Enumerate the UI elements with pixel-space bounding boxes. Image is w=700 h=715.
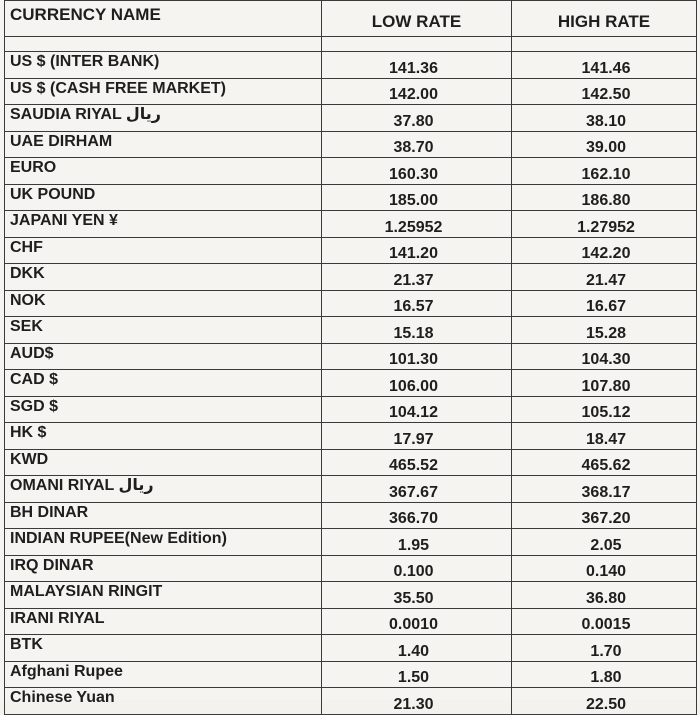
table-row [5, 105, 697, 132]
table-row [5, 476, 697, 503]
high-rate-cell: 1.80 [512, 661, 697, 688]
table-row [5, 608, 697, 635]
low-rate-cell: 0.0010 [322, 608, 512, 635]
currency-name-cell: INDIAN RUPEE(New Edition) [5, 529, 322, 556]
high-rate-cell: 0.0015 [512, 608, 697, 635]
currency-name-cell: US $ (INTER BANK) [5, 52, 322, 79]
table-row [5, 317, 697, 344]
currency-name-cell: KWD [5, 449, 322, 476]
currency-name-cell: Afghani Rupee [5, 661, 322, 688]
table-row [5, 502, 697, 529]
low-rate-cell: 185.00 [322, 184, 512, 211]
low-rate-cell: 1.95 [322, 529, 512, 556]
table-row [5, 211, 697, 238]
high-rate-cell: 186.80 [512, 184, 697, 211]
currency-name-cell: SAUDIA RIYAL ریال [5, 105, 322, 132]
high-rate-cell: 21.47 [512, 264, 697, 291]
high-rate-cell: 16.67 [512, 290, 697, 317]
table-row [5, 449, 697, 476]
header-spacer-row [5, 37, 697, 52]
header-high-rate: HIGH RATE [512, 1, 697, 37]
table-row [5, 582, 697, 609]
table-row [5, 184, 697, 211]
currency-name-cell: IRQ DINAR [5, 555, 322, 582]
currency-name-cell: Chinese Yuan [5, 688, 322, 715]
rate-table-body [5, 52, 697, 715]
table-row [5, 158, 697, 185]
high-rate-cell: 162.10 [512, 158, 697, 185]
table-row [5, 635, 697, 662]
low-rate-cell: 1.40 [322, 635, 512, 662]
table-row [5, 52, 697, 79]
low-rate-cell: 38.70 [322, 131, 512, 158]
table-row [5, 370, 697, 397]
low-rate-cell: 17.97 [322, 423, 512, 450]
high-rate-cell: 104.30 [512, 343, 697, 370]
low-rate-cell: 104.12 [322, 396, 512, 423]
currency-name-cell: UAE DIRHAM [5, 131, 322, 158]
header-currency-name: CURRENCY NAME [5, 1, 322, 37]
currency-name-cell: JAPANI YEN ¥ [5, 211, 322, 238]
currency-name-cell: UK POUND [5, 184, 322, 211]
low-rate-cell: 106.00 [322, 370, 512, 397]
high-rate-cell: 15.28 [512, 317, 697, 344]
high-rate-cell: 368.17 [512, 476, 697, 503]
high-rate-cell: 38.10 [512, 105, 697, 132]
table-row [5, 688, 697, 715]
low-rate-cell: 141.20 [322, 237, 512, 264]
currency-name-cell: EURO [5, 158, 322, 185]
high-rate-cell: 107.80 [512, 370, 697, 397]
high-rate-cell: 36.80 [512, 582, 697, 609]
low-rate-cell: 366.70 [322, 502, 512, 529]
spacer-cell [322, 37, 512, 52]
high-rate-cell: 141.46 [512, 52, 697, 79]
table-row [5, 529, 697, 556]
low-rate-cell: 15.18 [322, 317, 512, 344]
table-row [5, 264, 697, 291]
high-rate-cell: 142.50 [512, 78, 697, 105]
table-row [5, 555, 697, 582]
currency-name-cell: US $ (CASH FREE MARKET) [5, 78, 322, 105]
high-rate-cell: 367.20 [512, 502, 697, 529]
currency-name-cell: OMANI RIYAL ریال [5, 476, 322, 503]
spacer-cell [5, 37, 322, 52]
low-rate-cell: 1.25952 [322, 211, 512, 238]
header-low-rate: LOW RATE [322, 1, 512, 37]
table-row [5, 423, 697, 450]
table-row [5, 78, 697, 105]
high-rate-cell: 1.27952 [512, 211, 697, 238]
currency-name-cell: BTK [5, 635, 322, 662]
high-rate-cell: 465.62 [512, 449, 697, 476]
currency-name-cell: DKK [5, 264, 322, 291]
high-rate-cell: 39.00 [512, 131, 697, 158]
currency-rate-table [4, 0, 697, 715]
low-rate-cell: 16.57 [322, 290, 512, 317]
low-rate-cell: 160.30 [322, 158, 512, 185]
currency-name-cell: BH DINAR [5, 502, 322, 529]
currency-name-cell: SEK [5, 317, 322, 344]
currency-name-cell: AUD$ [5, 343, 322, 370]
currency-name-cell: IRANI RIYAL [5, 608, 322, 635]
table-row [5, 237, 697, 264]
header-row [5, 1, 697, 37]
currency-name-cell: MALAYSIAN RINGIT [5, 582, 322, 609]
low-rate-cell: 21.30 [322, 688, 512, 715]
currency-name-cell: HK $ [5, 423, 322, 450]
low-rate-cell: 141.36 [322, 52, 512, 79]
high-rate-cell: 18.47 [512, 423, 697, 450]
low-rate-cell: 1.50 [322, 661, 512, 688]
currency-name-cell: CHF [5, 237, 322, 264]
table-row [5, 661, 697, 688]
low-rate-cell: 37.80 [322, 105, 512, 132]
table-row [5, 343, 697, 370]
high-rate-cell: 22.50 [512, 688, 697, 715]
currency-name-cell: SGD $ [5, 396, 322, 423]
high-rate-cell: 1.70 [512, 635, 697, 662]
low-rate-cell: 367.67 [322, 476, 512, 503]
table-row [5, 396, 697, 423]
low-rate-cell: 142.00 [322, 78, 512, 105]
table-row [5, 131, 697, 158]
low-rate-cell: 465.52 [322, 449, 512, 476]
high-rate-cell: 2.05 [512, 529, 697, 556]
currency-name-cell: CAD $ [5, 370, 322, 397]
low-rate-cell: 101.30 [322, 343, 512, 370]
low-rate-cell: 0.100 [322, 555, 512, 582]
high-rate-cell: 0.140 [512, 555, 697, 582]
table-row [5, 290, 697, 317]
high-rate-cell: 142.20 [512, 237, 697, 264]
high-rate-cell: 105.12 [512, 396, 697, 423]
low-rate-cell: 21.37 [322, 264, 512, 291]
low-rate-cell: 35.50 [322, 582, 512, 609]
spacer-cell [512, 37, 697, 52]
currency-name-cell: NOK [5, 290, 322, 317]
